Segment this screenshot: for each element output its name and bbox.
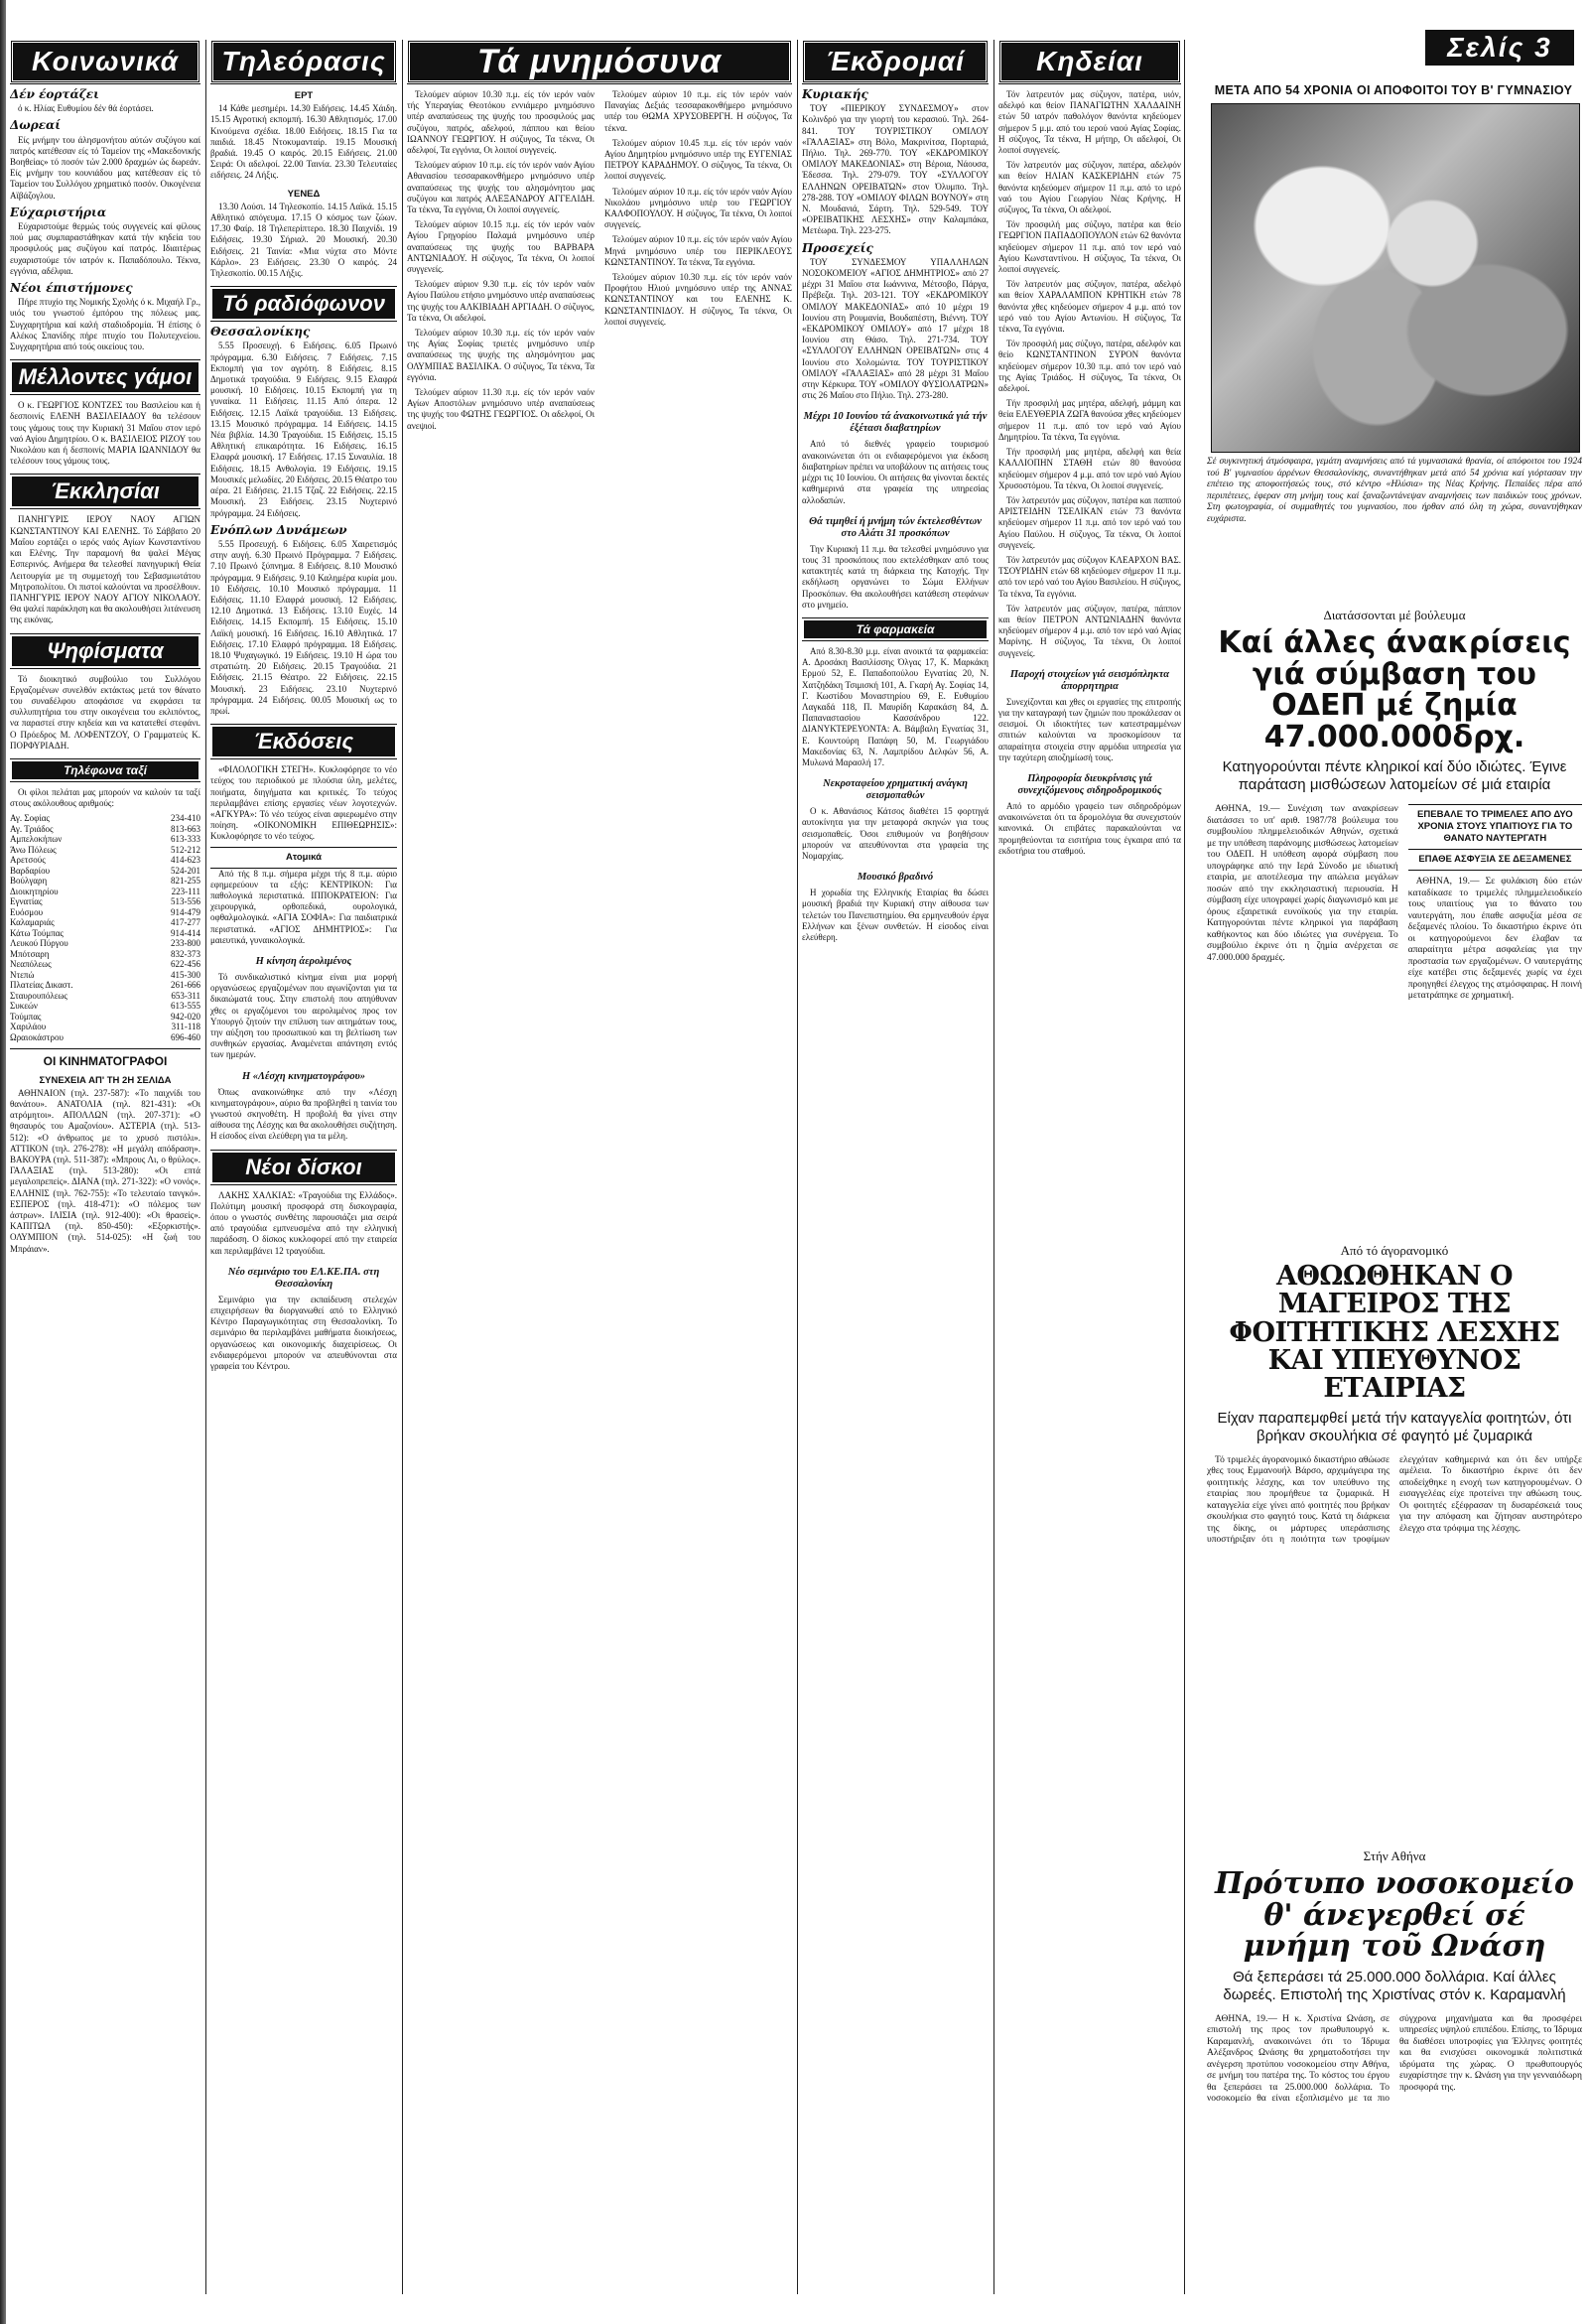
taxi-number: 261-666 bbox=[171, 980, 200, 991]
odep-deck: Κατηγορούνται πέντε κληρικοί καί δύο ιδιώτες. Έγινε παράταση μισθώσεων λατομείων σέ μιά εταιρία bbox=[1222, 758, 1567, 793]
taxi-phone-row bbox=[10, 845, 200, 856]
seaman-headline: ΕΠΕΒΑΛΕ ΤΟ ΤΡΙΜΕΛΕΣ ΑΠΟ ΔΥΟ ΧΡΟΝΙΑ ΣΤΟΥΣ ΥΠΑΙΤΙΟΥΣ ΓΙΑ ΤΟ ΘΑΝΑΤΟ ΝΑΥΤΕΡΓΑΤΗ bbox=[1408, 804, 1582, 850]
taxi-area: Αρετσούς bbox=[10, 855, 46, 866]
hospitals-heading: Ατομικά bbox=[210, 847, 397, 869]
banner-social: Κοινωνικά bbox=[10, 40, 200, 83]
airport-body: Τό συνδικαλιστικό κίνημα είναι μια μορφή οργανώσεως εργαζομένων που αγωνίζονται για τα δικαιώματά τους. Στην επιστολή που απηύθυναν χθες οι εργαζόμενοι του αερολιμένος προς τον Υπουργό ζητούν την επίλυση των αιτημάτων τους, την αύξηση του προσωπικού και τη βελτίωση των συνθηκών εργασίας. Αναμένεται απάντηση εντός των ημερών. bbox=[210, 972, 397, 1060]
weddings-body: Ο κ. ΓΕΩΡΓΙΟΣ ΚΟΝΤΖΕΣ του Βασιλείου και ή δεσποινίς ΕΛΕΝΗ ΒΑΣΙΛΕΙΑΔΟΥ θα τελέσουν τους γάμους τους την Κυριακή 31 Μαΐου στον ιερό ναό Αγίου Δημητρίου. Ο κ. ΒΑΣΙΛΕΙΟΣ ΡΙΖΟΥ του Νικολάου και ή δεσποινίς ΜΑΡΙΑ ΙΩΑΝΝΙΔΟΥ θα τελέσουν τους γάμους τους. bbox=[10, 400, 200, 467]
taxi-phone-row bbox=[10, 928, 200, 939]
taxi-phone-row bbox=[10, 949, 200, 960]
taxi-area: Χαριλάου bbox=[10, 1022, 47, 1032]
taxi-number: 524-201 bbox=[171, 865, 200, 876]
taxi-number: 234-410 bbox=[171, 813, 200, 824]
memorial-notice: Τελούμεν αύριον 10.15 π.μ. είς τόν ιερόν ναόν Αγίου Γρηγορίου Παλαμά μνημόσυνο υπέρ αναπαύσεως της ψυχής του ΒΑΡΒΑΡΑ ΑΝΤΩΝΙΑΔΟΥ. Η σύζυγος, Τα τέκνα, Οι λοιποί συγγενείς. bbox=[407, 219, 595, 275]
memorial-notice: Τελούμεν αύριον 10.30 π.μ. είς τόν ιερόν ναόν της Αγίας Σοφίας τριετές μνημόσυνο υπέρ αναπαύσεως της ψυχής της αλησμόνητου μας ΟΛΥΜΠΙΑΣ ΒΑΣΙΛΙΚΑ. Ο σύζυγος, Τα τέκνα, Τα εγγόνια. bbox=[407, 328, 595, 382]
funeral-notice: Τόν λατρευτόν μας σύζυγον, πατέρα, υιόν, αδελφό και θείον ΠΑΝΑΓΙΩΤΗΝ ΧΑΛΔΑΙΝΗ ετών 50 ιατρόν παθολόγον θανόντα κηδεύομεν σήμερον 5 μ.μ. από του ιερού ναού Αγίας Σοφίας. Η σύζυγος, Τα τέκνα, Η μήτηρ, Οι αδελφοί, Οι λοιποί συγγενείς. bbox=[998, 89, 1181, 156]
taxi-number: 415-300 bbox=[171, 969, 200, 980]
publications-body: «ΦΙΛΟΛΟΓΙΚΗ ΣΤΕΓΗ». Κυκλοφόρησε το νέο τεύχος του περιοδικού με πλούσια ύλη, μελέτες, ποιήματα, διηγήματα και κριτικές. Το τεύχος περιλαμβάνει επίσης εργασίες νέων λογοτεχνών. «ΑΓΚΥΡΑ»: Τό νέο τεύχος είναι αφιερωμένο στην ποίηση. «ΟΙΚΟΝΟΜΙΚΗ ΕΠΙΘΕΩΡΗΣΙΣ»: Κυκλοφόρησε το νέο τεύχος. bbox=[210, 764, 397, 842]
odep-article bbox=[1207, 608, 1582, 1006]
seaman-body-wrap bbox=[1408, 877, 1582, 1003]
passports-heading: Μέχρι 10 Ιουνίου τά άνακοινωτικά γιά τήν έξέτασι διαβατηρίων bbox=[803, 411, 988, 435]
cinemas-sub: ΣΥΝΕΧΕΙΑ ΑΠ' ΤΗ 2Η ΣΕΛΙΔΑ bbox=[39, 1074, 172, 1086]
banner-churches: Έκκλησίαι bbox=[10, 475, 200, 508]
memorial-notice: Τελούμεν αύριον 10 π.μ. είς τόν ιερόν ναόν Αγίου Αθανασίου τεσσαρακονθήμερο μνημόσυνο υπέρ αναπαύσεως της ψυχής του αλησμόνητου μας συζύγου και πατρός ΑΛΕΞΑΝΔΡΟΥ ΑΓΓΕΛΙΔΗ. Τα τέκνα, Τα εγγόνια, Οι λοιποί συγγενείς. bbox=[407, 160, 595, 215]
taxi-area: Συκεών bbox=[10, 1001, 39, 1012]
taxi-number: 311-118 bbox=[171, 1022, 200, 1032]
earthquake-data-body: Συνεχίζονται και χθες οι εργασίες της επιτροπής για την καταγραφή των ζημιών που προκάλεσαν οι σεισμοί. Οι ιδιοκτήτες των κατεστραμμένων σπιτιών καλούνται να προσκομίσουν τα απαραίτητα στοιχεία στην αρμόδια υπηρεσία για την ταχύτερη αποζημίωσή τους. bbox=[998, 696, 1181, 762]
odep-headline: Καί άλλες άνακρίσεις γιά σύμβαση του ΟΔΕΠ μέ ζημία 47.000.000δρχ. bbox=[1218, 625, 1571, 754]
onassis-article bbox=[1207, 1848, 1582, 2106]
taxi-phone-row bbox=[10, 980, 200, 991]
banner-radio: Τό ραδιόφωνον bbox=[210, 287, 397, 321]
radio-heading: Θεσσαλονίκης bbox=[210, 325, 311, 340]
funerals-list bbox=[998, 89, 1181, 659]
taxi-phone-row bbox=[10, 866, 200, 877]
taxi-number: 813-663 bbox=[171, 823, 200, 834]
page-number-tag: Σελίς 3 bbox=[1425, 30, 1574, 66]
seaman-body: ΑΘΗΝΑ, 19.— Σε φυλάκιση δύο ετών καταδίκασε το τριμελές πλημμελειοδικείο τους υπαιτίους για το θάνατο του ναυτεργάτη, που έπαθε ασφυξία μέσα σε δεξαμενές πλοίου. Το δικαστήριο έκρινε ότι οι κατηγορούμενοι δεν έλαβαν τα απαραίτητα μέτρα ασφαλείας για την προστασία των εργαζομένων. Ο ναυτεργάτης είχε κατέβει στις δεξαμενές χωρίς να έχει προηγηθεί έλεγχος της ατμόσφαιρας. Η ποινή μετατράπηκε σε χρηματική. bbox=[1407, 877, 1582, 1001]
seaman-subhead: ΕΠΑΘΕ ΑΣΦΥΞΙΑ ΣΕ ΔΕΞΑΜΕΝΕΣ bbox=[1408, 850, 1582, 871]
airport-heading: Η κίνηση άερολιμένος bbox=[255, 956, 352, 967]
column-excursions bbox=[802, 40, 989, 2294]
funeral-notice: Τόν λατρευτόν μας σύζυγον, πατέρα και παππού ΑΡΙΣΤΕΙΔΗΝ ΤΣΕΛΙΚΑΝ ετών 73 θανόντα κηδεύομεν σήμερον 11 π.μ. από τον ιερό ναό του Αγίου Παύλου. Η σύζυγος, Τα τέκνα, Οι λοιποί συγγενείς. bbox=[998, 494, 1181, 550]
onassis-body-wrap bbox=[1207, 2014, 1582, 2106]
memorials-left bbox=[407, 89, 595, 436]
taxi-area: Άνω Πόλεως bbox=[10, 844, 57, 855]
taxi-phone-row bbox=[10, 991, 200, 1002]
taxi-phone-row bbox=[10, 1001, 200, 1012]
banner-taxi-phones: Τηλέφωνα ταξί bbox=[10, 759, 200, 781]
banner-new-records: Νέοι δίσκοι bbox=[210, 1151, 397, 1184]
taxi-phone-list bbox=[10, 813, 200, 1042]
taxi-area: Νεαπόλεως bbox=[10, 959, 52, 970]
taxi-number: 914-414 bbox=[171, 927, 200, 938]
taxi-phone-row bbox=[10, 959, 200, 970]
onassis-headline: Πρότυπο νοσοκομείο θ' άνεγερθεί σέ μνήμη τοῦ Ωνάση bbox=[1215, 1866, 1574, 1964]
banner-funerals: Κηδείαι bbox=[998, 40, 1181, 83]
banner-pharmacies: Τά φαρμακεία bbox=[802, 618, 989, 640]
cinemas-body: ΑΘΗΝΑΙΟΝ (τηλ. 237-587): «Το παιχνίδι του θανάτου». ΑΝΑΤΟΛΙΑ (τηλ. 821-431): «Οι ατρόμητοι». ΑΠΟΛΛΩΝ (τηλ. 207-371): «Ο θησαυρός του Αμαζονίου». ΑΣΤΕΡΙΑ (τηλ. 513-512): «Ο άνθρωπος με το χρυσό πιστόλι». ΑΤΤΙΚΟΝ (τηλ. 276-278): «Η μεγάλη απόδραση». ΒΑΚΟΥΡΑ (τηλ. 511-387): «Μπρους Λι, ο θρύλος». ΓΑΛΑΞΙΑΣ (τηλ. 513-280): «Οι επτά μεγαλοπρεπείς». ΔΙΑΝΑ (τηλ. 271-322): «Ο νονός». ΕΛΛΗΝΙΣ (τηλ. 762-755): «Το τελευταίο τανγκό». ΕΣΠΕΡΟΣ (τηλ. 418-471): «Ο πόλεμος των άστρων». ΙΛΙΣΙΑ (τηλ. 912-400): «Οι θρασείς». ΚΑΠΙΤΩΛ (τηλ. 850-450): «Εξορκιστής». ΟΛΥΜΠΙΟΝ (τηλ. 514-025): «Η ζωή του Μπράιαν». bbox=[10, 1087, 200, 1254]
funeral-notice: Τόν λατρευτόν μας σύζυγον, πατέρα, αδελφό και θείον ΧΑΡΑΛΑΜΠΟΝ ΚΡΗΤΙΚΗ ετών 78 θανόντα χθες κηδεύομεν σήμερον 4 μ.μ. από τον ιερό ναό του Αγίου Αντωνίου. Η σύζυγος, Τα τέκνα, Τα εγγόνια. bbox=[998, 279, 1181, 335]
right-news-section bbox=[1187, 0, 1588, 2324]
radio-heading: Ενόπλων Δυνάμεων bbox=[210, 522, 347, 537]
taxi-area: Διοικητηρίου bbox=[10, 886, 59, 896]
tv-yened-schedule: 13.30 Λούσι. 14 Τηλεσκοπίο. 14.15 Λαϊκά. 15.15 Αθλητικό απόγευμα. 17.15 Ο κόσμος των ζώων. 17.30 Φαίρ. 18 Τηλεπερίπτερο. 18.30 Παιχνίδι. 19 Ειδήσεις. 19.30 Σήριαλ. 20 Μουσική. 20.30 Ειδήσεις. 21 Ταινία: «Μια νύχτα στο Μόντε Κάρλο». 23 Ειδήσεις. 23.30 Ο καιρός. 24 Τηλεσκοπίο. 00.15 Λήξις. bbox=[210, 201, 397, 279]
tv-ert-heading: ΕΡΤ bbox=[294, 90, 314, 101]
taxi-area: Λευκού Πύργου bbox=[10, 938, 68, 949]
column-social bbox=[10, 40, 200, 2294]
taxi-area: Βούλγαρη bbox=[10, 876, 48, 887]
taxi-phone-row bbox=[10, 938, 200, 949]
funeral-notice: Τόν λατρευτόν μας σύζυγον, πατέρα, πάππον και θείον ΠΕΤΡΟΝ ΑΝΤΩΝΙΑΔΗΝ θανόντα κηδεύομεν σήμερον 4 μ.μ. από τον ιερό ναό Αγίας Μαρίνης. Η σύζυγος, Τα τέκνα, Οι λοιποί συγγενείς. bbox=[998, 603, 1181, 658]
taxi-area: Ευόσμου bbox=[10, 906, 44, 917]
tv-ert-schedule: 14 Κάθε μεσημέρι. 14.30 Ειδήσεις. 14.45 Χάιδη. 15.15 Αγροτική εκπομπή. 16.30 Αθλητισμός. 17.00 Κινούμενα σχέδια. 18.00 Ειδήσεις. 18.15 Για τα παιδιά. 18.45 Ντοκυμανταίρ. 19.15 Μουσική βραδιά. 19.45 Ο καιρός. 20.15 Ειδήσεις. 21.00 Σειρά: Οι αδελφοί. 22.00 Ταινία. 23.30 Τελευταίες ειδήσεις. 24 Λήξις. bbox=[210, 103, 397, 181]
taxi-number: 512-212 bbox=[171, 844, 200, 855]
memorial-notice: Τελούμεν αύριον 10 π.μ. είς τόν ιερόν ναόν Αγίου Νικολάου μνημόσυνο υπέρ του ΓΕΩΡΓΙΟΥ ΚΑΛΦΟΠΟΥΛΟΥ. Η σύζυγος, Τα τέκνα, Οι λοιποί συγγενείς. bbox=[604, 186, 792, 230]
taxi-number: 417-277 bbox=[171, 917, 200, 928]
radio-schedule: 5.55 Προσευχή. 6 Ειδήσεις. 6.05 Πρωινό πρόγραμμα. 6.30 Ειδήσεις. 7 Ειδήσεις. 7.15 Εκπομπή για τον αγρότη. 8 Ειδήσεις. 8.15 Δημοτικά τραγούδια. 9 Ειδήσεις. 9.15 Ελαφρά μουσική. 10 Ειδήσεις. 10.15 Εκπομπή για τη γυναίκα. 11 Ειδήσεις. 11.15 Από όπερα. 12 Ειδήσεις. 12.15 Λαϊκά τραγούδια. 13 Ειδήσεις. 13.15 Μουσικό πρόγραμμα. 14 Ειδήσεις. 14.15 Νέα βιβλία. 14.30 Τραγούδια. 15 Ειδήσεις. 15.15 Αθλητική επικαιρότητα. 16 Ειδήσεις. 16.15 Ελαφρά μουσική. 17 Ειδήσεις. 17.15 Συναυλία. 18 Ειδήσεις. 18.15 Ανθολογία. 19 Ειδήσεις. 19.15 Μουσικές μελωδίες. 20 Ειδήσεις. 20.15 Θέατρο του αέρα. 21 Ειδήσεις. 21.15 Τζαζ. 22 Ειδήσεις. 22.15 Μουσική. 23 Ειδήσεις. 23.15 Νυχτερινό πρόγραμμα. 24 Ειδήσεις. bbox=[210, 341, 397, 518]
memorial-notice: Τελούμεν αύριον 10 π.μ. είς τόν ιερόν ναόν Αγίου Μηνά μνημόσυνο υπέρ του ΠΕΡΙΚΛΕΟΥΣ ΚΩΝΣΤΑΝΤΙΝΟΥ. Τα τέκνα, Τα εγγόνια. bbox=[604, 234, 792, 267]
taxi-number: 942-020 bbox=[171, 1011, 200, 1022]
seminar-heading: Νέο σεμινάριο του ΕΛ.ΚΕ.ΠΑ. στη Θεσσαλονίκη bbox=[227, 1266, 380, 1290]
banner-television: Τηλεόρασις bbox=[210, 40, 397, 83]
alumni-headline: ΜΕΤΑ ΑΠΟ 54 ΧΡΟΝΙΑ ΟΙ ΑΠΟΦΟΙΤΟΙ ΤΟΥ Β' ΓΥΜΝΑΣΙΟΥ bbox=[1214, 83, 1573, 97]
excursions-sub: Κυριακής bbox=[802, 87, 868, 101]
funeral-notice: Τόν προσφιλή μας σύζυγο, πατέρα, αδελφόν και θείο ΚΩΝΣΤΑΝΤΙΝΟΝ ΣΥΡΟΝ θανόντα κηδεύομεν σήμερον 10.30 π.μ. από τον ιερό ναό της Αγίας Τριάδος. Η σύζυγος, Τα τέκνα, Οι αδελφοί. bbox=[998, 339, 1181, 394]
section-body: ό κ. Ηλίας Ευθυμίου δέν θά έορτάσει. bbox=[18, 103, 154, 114]
section-title: Δέν έορτάζει bbox=[10, 87, 99, 101]
memorial-notice: Τελούμεν αύριον 10.30 π.μ. είς τόν ιερόν ναόν τής Υπεραγίας Θεοτόκου εννιάμερο μνημόσυνο υπέρ αναπαύσεως της ψυχής του προσφιλούς μας συζύγου, πατρός, αδελφού, πάππου και θείου ΙΩΑΝΝΟΥ ΓΕΩΡΓΙΟΥ. Η σύζυγος, Τα τέκνα, Οι αδελφοί, Τα εγγόνια, Οι λοιποί συγγενείς. bbox=[407, 89, 595, 156]
taxi-number: 914-479 bbox=[171, 906, 200, 917]
taxi-phone-row bbox=[10, 970, 200, 981]
taxi-area: Σταυρουπόλεως bbox=[10, 990, 67, 1001]
taxi-phone-row bbox=[10, 1032, 200, 1043]
alumni-caption: Σέ συγκινητική άτμόσφαιρα, γεμάτη αναμνήσεις από τά γυμνασιακά θρανία, οί απόφοιτοι του 1924 τού Β' γυμνασίου άρρένων Θεσσαλονίκης, συναντήθηκαν μετά από 54 χρόνια καί γιόρτασαν την επέτειο της αποφοιτήσεώς τους, στό κέντρο «Ηλύσια» της Νέας Κρήνης. Πεπαίδες πέρα από περιπέτειες, έφεραν στη μνήμη τους καί ξαναζωντάνεψαν αναμνήσεις των παιδικών τους χρόνων. Στη φωτογραφία, οί συμμαθητές του γυμνασίου, που ήρθαν από όλη τη χώρα, συναντήθηκαν ευχάριστα. bbox=[1207, 457, 1582, 524]
column-tv-radio bbox=[210, 40, 397, 2294]
memorial-notice: Τελούμεν αύριον 10 π.μ. είς τόν ιερόν ναόν Παναγίας Δεξιάς τεσσαρακονθήμερο μνημόσυνο υπέρ του ΘΩΜΑ ΧΡΥΣΟΒΕΡΓΗ. Η σύζυγος, Τα τέκνα. bbox=[604, 89, 792, 133]
taxi-area: Εγνατίας bbox=[10, 896, 43, 907]
earthquake-body: Ο κ. Αθανάσιος Κάτσος διαθέτει 15 φορτηγά αυτοκίνητα για την μεταφορά σκηνών για τους σεισμοπαθείς. Όσοι επιθυμούν να βοηθήσουν μπορούν να απευθύνονται στα γραφεία της Νομαρχίας. bbox=[802, 806, 989, 861]
taxi-phone-row bbox=[10, 917, 200, 928]
banner-memorials: Τά μνημόσυνα bbox=[407, 40, 792, 83]
funeral-notice: Τόν προσφιλή μας σύζυγο, πατέρα και θείο ΓΕΩΡΓΙΟΝ ΠΑΠΑΔΟΠΟΥΛΟΝ ετών 62 θανόντα κηδεύομεν σήμερον 11 π.μ. από τον ιερό ναό Αγίου Κωνσταντίνου. Η σύζυγος, Τα τέκνα, Οι λοιποί συγγενείς. bbox=[998, 219, 1181, 275]
column-rule bbox=[797, 40, 798, 2294]
taxi-number: 613-333 bbox=[171, 834, 200, 845]
chef-body-wrap bbox=[1207, 1455, 1582, 1547]
banner-weddings: Μέλλοντες γάμοι bbox=[10, 360, 200, 394]
taxi-phone-row bbox=[10, 834, 200, 845]
column-rule bbox=[993, 40, 994, 2294]
taxi-number: 613-555 bbox=[171, 1001, 200, 1012]
funeral-notice: Τήν προσφιλή μας μητέρα, αδελφή, μάμμη και θεία ΕΛΕΥΘΕΡΙΑ ΖΩΓΑ θανούσα χθες κηδεύομεν σήμερον 11 π.μ. από τον ιερό ναό Αγίου Δημητρίου. Τα τέκνα, Τα εγγόνια. bbox=[998, 398, 1181, 442]
taxi-number: 513-556 bbox=[171, 896, 200, 907]
taxi-area: Αγ. Τριάδος bbox=[10, 823, 54, 834]
chef-article bbox=[1207, 1243, 1582, 1547]
passports-body: Από τό διεθνές γραφείο τουρισμού ανακοινώνεται ότι οι ενδιαφερόμενοι για έκδοση διαβατηρίων πρέπει να υποβάλουν τις αιτήσεις τους μέχρι τις 10 Ιουνίου. Οι αιτήσεις θα γίνονται δεκτές καθημερινά στα γραφεία της υπηρεσίας αλλοδαπών. bbox=[802, 439, 989, 505]
section-body: Πήρε πτυχίο της Νομικής Σχολής ό κ. Μιχαήλ Γρ., υιός του γνωστού έμπόρου της πόλεως μας. Συγχαρητήρια καί καλή σταδιοδρομία. Ή έπίσης ό Αλέκος Σπανίδης πήρε πτυχίο του Πολυτεχνείου. Συγχαρητήρια από τούς οικείους του. bbox=[10, 297, 200, 352]
cinemas-heading: ΟΙ ΚΙΝΗΜΑΤΟΓΡΑΦΟΙ bbox=[43, 1054, 168, 1069]
taxi-number: 832-373 bbox=[171, 948, 200, 959]
taxi-intro: Οι φίλοι πελάται μας μπορούν να καλούν τα ταξί στους ακόλουθους αριθμούς: bbox=[10, 786, 200, 809]
section-title: Εύχαριστήρια bbox=[10, 205, 107, 219]
taxi-phone-row bbox=[10, 907, 200, 918]
excursions-sub: Προσεχείς bbox=[802, 240, 873, 255]
odep-body-wrap bbox=[1207, 804, 1398, 1006]
churches-body: ΠΑΝΗΓΥΡΙΣ ΙΕΡΟΥ ΝΑΟΥ ΑΓΙΩΝ ΚΩΝΣΤΑΝΤΙΝΟΥ ΚΑΙ ΕΛΕΝΗΣ. Τό Σάββατο 20 Μαΐου εορτάζει ο ιερός ναός Αγίων Κωνσταντίνου και Ελένης. Την παραμονή θα ψαλεί Μέγας Εσπερινός. Ανήμερα θα τελεσθεί πανηγυρική Θεία Λειτουργία με τη συμμετοχή του Σεβασμιωτάτου Μητροπολίτου. Οι πιστοί καλούνται να προσέλθουν. ΠΑΝΗΓΥΡΙΣ ΙΕΡΟΥ ΝΑΟΥ ΑΓΙΟΥ ΝΙΚΟΛΑΟΥ. Θα ψαλεί παράκληση και θα ακολουθήσει λιτάνευση της εικόνας. bbox=[10, 514, 200, 625]
memorial-notice: Τελούμεν αύριον 10.30 π.μ. είς τόν ιερόν ναόν Προφήτου Ηλιού μνημόσυνο υπέρ της ΑΝΝΑΣ ΚΩΝΣΤΑΝΤΙΝΟΥ και του ΕΛΕΝΗΣ Κ. ΚΩΝΣΤΑΝΤΙΝΙΔΟΥ. Η σύζυγος, Τα τέκνα, Οι λοιποί συγγενείς. bbox=[604, 272, 792, 327]
taxi-area: Βαρδαρίου bbox=[10, 865, 51, 876]
chef-deck: Είχαν παραπεμφθεί μετά τήν καταγγελία φοιτητών, ότι βρήκαν σκουλήκια σέ φαγητό μέ ζυμαρικά bbox=[1217, 1409, 1572, 1444]
odep-body: ΑΘΗΝΑ, 19.— Συνέχιση των ανακρίσεων διατάσσει το υπ' αριθ. 1987/78 βούλευμα του συμβουλίου πλημμελειοδικών Αθηνών, σχετικά με την υπόθεση παράνομης μισθώσεως λατομείων του ΟΔΕΠ. Η υπόθεση αφορά σύμβαση που υπογράφηκε από την Ιερά Σύνοδο με ιδιωτική εταιρία, με αποτέλεσμα την απώλεια μεγάλων ποσών από την εκκλησιαστική περιουσία. Η σύμβαση είχε υπογραφεί χωρίς διαγωνισμό και με όρους εξαιρετικά ευνοϊκούς για την εταιρία. Κατηγορούνται πέντε κληρικοί για παράβαση καθήκοντος και δύο ιδιώτες για συνέργεια. Το συμβούλιο έκρινε ότι η ζημία ανέρχεται σε 47.000.000 δραχμές. bbox=[1207, 804, 1398, 963]
banner-resolutions: Ψηφίσματα bbox=[10, 634, 200, 668]
seminar-body: Σεμινάριο για την εκπαίδευση στελεχών επιχειρήσεων θα διοργανωθεί από το Ελληνικό Κέντρο Παραγωγικότητας στη Θεσσαλονίκη. Το σεμινάριο θα περιλαμβάνει μαθήματα διοικήσεως, οργανώσεως και οικονομικής διαχειρίσεως. Οι ενδιαφερόμενοι μπορούν να απευθύνονται στα γραφεία του Κέντρου. bbox=[210, 1294, 397, 1372]
chef-kicker: Από τό άγορανομικό bbox=[1340, 1243, 1449, 1258]
funeral-notice: Τόν λατρευτόν μας σύζυγον ΚΛΕΑΡΧΟΝ ΒΑΣ. ΤΣΟΥΡΙΔΗΝ ετών 68 κηδεύομεν σήμερον 11 π.μ. από τον ιερό ναό του Αγίου Βασιλείου. Η σύζυγος, Τα τέκνα, Τα εγγόνια. bbox=[998, 554, 1181, 599]
taxi-area: Τούμπας bbox=[10, 1011, 42, 1022]
taxi-number: 821-255 bbox=[171, 876, 200, 887]
records-body: ΛΑΚΗΣ ΧΑΛΚΙΑΣ: «Τραγούδια της Ελλάδος». Πολύτιμη μουσική προσφορά στη δισκογραφία, όπου ο γνωστός συνθέτης παρουσιάζει μια σειρά από τραγούδια εμπνευσμένα από την ελληνική παράδοση. Ο δίσκος κυκλοφορεί από την εταιρεία και περιλαμβάνει 12 τραγούδια. bbox=[210, 1189, 397, 1256]
scouts-body: Την Κυριακή 11 π.μ. θα τελεσθεί μνημόσυνο για τους 31 προσκόπους που εκτελέσθηκαν από τους κατακτητές κατά τη διάρκεια της Κατοχής. Την εκδήλωση οργανώνει το Σώμα Ελλήνων Προσκόπων. Θα ακολουθήσει κατάθεση στεφάνων στο μνημείο. bbox=[802, 543, 989, 610]
earthquake-heading: Νεκροταφείου χρηματική ανάγκη σεισμοπαθών bbox=[823, 778, 968, 802]
radio-schedule: 5.55 Προσευχή. 6 Ειδήσεις. 6.05 Χαιρετισμός στην αυγή. 6.30 Πρωινό Πρόγραμμα. 7 Ειδήσεις. 7.10 Πρωινό ξύπνημα. 8 Ειδήσεις. 8.10 Μουσικό πρόγραμμα. 9 Ειδήσεις. 9.10 Καλημέρα κυρία μου. 10 Ειδήσεις. 10.10 Μουσικό πρόγραμμα. 11 Ειδήσεις. 11.10 Ελαφρά μουσική. 12 Ειδήσεις. 12.10 Δημοτικά. 13 Ειδήσεις. 13.10 Ευχές. 14 Ειδήσεις. 14.15 Εκπομπή. 15 Ειδήσεις. 15.10 Λαϊκή μουσική. 16 Ειδήσεις. 16.10 Αθλητικά. 17 Ειδήσεις. 17.10 Ελαφρό πρόγραμμα. 18 Ειδήσεις. 18.10 Ψυχαγωγικό. 19 Ειδήσεις. 19.10 Η ώρα του στρατιώτη. 20 Ειδήσεις. 20.15 Τραγούδια. 21 Ειδήσεις. 21.15 Θέατρο. 22 Ειδήσεις. 22.15 Μουσική. 23 Ειδήσεις. 23.10 Νυχτερινό πρόγραμμα. 24 Ειδήσεις. 00.05 Μουσική ως το πρωί. bbox=[210, 538, 397, 716]
taxi-area: Αγ. Σοφίας bbox=[10, 813, 50, 824]
taxi-area: Ντεπώ bbox=[10, 969, 35, 980]
pharmacies-body: Από 8.30-8.30 μ.μ. είναι ανοικτά τα φαρμακεία: Α. Δροσάκη Βασιλίσσης Όλγας 17, Κ. Μαρκάκη Ερμού 52, Ε. Παπαδοπούλου Εγνατίας 20, Ν. Χατζηδάκη Τσιμισκή 101, Α. Γκαρή Αγ. Σοφίας 14, Γ. Κωστίδου Μοναστηρίου 69, Ε. Ευθυμίου Λαγκαδά 118, Π. Μαυρίδη Καρακάση 84, Δ. Παπαναστασίου Κασσάνδρου 122. ΔΙΑΝΥΚΤΕΡΕΥΟΝΤΑ: Α. Βάμβαλη Εγνατίας 31, Ε. Κουντούρη Παπάφη 50, Μ. Γεωργιάδου Μακεδονίας 63, Ν. Λαμπρίδου Δελφών 56, Α. Μυλωνά Μαρασλή 17. bbox=[802, 645, 989, 767]
memorial-notice: Τελούμεν αύριον 9.30 π.μ. είς τόν ιερόν ναόν Αγίου Παύλου ετήσιο μνημόσυνο υπέρ αναπαύσεως της ψυχής του ΑΛΚΙΒΙΑΔΗ ΑΡΓΙΑΔΗ. Ο σύζυγος, Τα τέκνα, Οι αδελφοί. bbox=[407, 279, 595, 323]
memorial-notice: Τελούμεν αύριον 10.45 π.μ. είς τόν ιερόν ναόν Αγίου Δημητρίου μνημόσυνο υπέρ της ΕΥΓΕΝΙΑΣ ΠΕΤΡΟΥ ΚΑΡΑΔΗΜΟΥ. Ο σύζυγος, Τα τέκνα, Οι λοιποί συγγενείς. bbox=[604, 137, 792, 182]
taxi-number: 696-460 bbox=[171, 1031, 200, 1042]
section-title: Νέοι έπιστήμονες bbox=[10, 281, 133, 296]
onassis-body: ΑΘΗΝΑ, 19.— Η κ. Χριστίνα Ωνάση, σε επιστολή της προς τον πρωθυπουργό κ. Καραμανλή, ανακοινώνει ότι το Ίδρυμα Αλέξανδρος Ωνάσης θα χρηματοδοτήσει την ανέγερση προτύπου νοσοκομείου στην Αθήνα, σε μνήμη του πατέρα της. Το κόστος του έργου θα ξεπεράσει τα 25.000.000 δολλάρια. Το νοσοκομείο θα είναι εξοπλισμένο με τα πιο σύγχρονα μηχανήματα και θα προσφέρει υπηρεσίες υψηλού επιπέδου. Επίσης, το Ίδρυμα θα διαθέσει υποτροφίες για Έλληνες φοιτητές και θα ενισχύσει οικονομικά πολιτιστικά ιδρύματα της χώρας. Ο πρωθυπουργός ευχαρίστησε την κ. Ωνάση για την γενναιόδωρη προσφορά της. bbox=[1207, 2013, 1582, 2104]
taxi-phone-row bbox=[10, 855, 200, 866]
odep-kicker: Διατάσσονται μέ βούλευμα bbox=[1323, 608, 1466, 622]
railway-body: Από το αρμόδιο γραφείο των σιδηροδρόμων ανακοινώνεται ότι τα δρομολόγια θα συνεχιστούν κανονικά. Οι επιβάτες παρακαλούνται να προμηθεύονται τα εισιτήρια τους έγκαιρα από τα εκδοτήρια του σταθμού. bbox=[998, 800, 1181, 856]
binding-edge bbox=[0, 0, 6, 2324]
column-rule bbox=[402, 40, 403, 2294]
column-funerals bbox=[998, 40, 1181, 2294]
funeral-notice: Τόν λατρευτόν μας σύζυγον, πατέρα, αδελφόν και θείον ΗΛΙΑΝ ΚΑΣΚΕΡΙΔΗΝ ετών 75 θανόντα κηδεύομεν σήμερον 11 π.μ. από το ιερό ναό του Αγίου Γεωργίου Νέας Κρήνης. Η σύζυγος, Τα τέκνα, Οι αδελφοί. bbox=[998, 160, 1181, 215]
scouts-heading: Θά τιμηθεί ή μνήμη τών έκτελεσθέντων στο Αλάτι 31 προσκόπων bbox=[809, 515, 982, 539]
taxi-number: 223-111 bbox=[171, 886, 200, 896]
taxi-area: Πλατείας Δικαστ. bbox=[10, 980, 73, 991]
taxi-phone-row bbox=[10, 1022, 200, 1032]
cinema-club-body: Όπως ανακοινώθηκε από την «Λέσχη κινηματογράφου», αύριο θα προβληθεί η ταινία του γνωστού σκηνοθέτη. Η προβολή θα γίνει στην αίθουσα της Λέσχης και θα ακολουθήσει συζήτηση. Η είσοδος είναι ελεύθερη για τα μέλη. bbox=[210, 1086, 397, 1142]
cinema-club-heading: Η «Λέσχη κινηματογράφου» bbox=[242, 1070, 365, 1082]
onassis-kicker: Στήν Αθήνα bbox=[1363, 1848, 1426, 1863]
chef-headline: ΑΘΩΩΘΗΚΑΝ Ο ΜΑΓΕΙΡΟΣ ΤΗΣ ΦΟΙΤΗΤΙΚΗΣ ΛΕΣΧΗΣ ΚΑΙ ΥΠΕΥΘΥΝΟΣ ΕΤΑΙΡΙΑΣ bbox=[1229, 1261, 1560, 1405]
taxi-area: Μπότσαρη bbox=[10, 948, 50, 959]
taxi-number: 622-456 bbox=[171, 959, 200, 970]
excursions-body: ΤΟΥ ΣΥΝΔΕΣΜΟΥ ΥΠΑΛΛΗΛΩΝ ΝΟΣΟΚΟΜΕΙΟΥ «ΑΓΙΟΣ ΔΗΜΗΤΡΙΟΣ» από 27 μέχρι 31 Μαΐου στα Ιωάννινα, Μέτσοβο, Πάργα, Πρέβεζα. Τηλ. 203-121. ΤΟΥ «ΕΚΔΡΟΜΙΚΟΥ ΟΜΙΛΟΥ ΜΑΚΕΔΟΝΙΑΣ» από 10 μέχρι 19 Ιουνίου στη Ρουμανία, Βουδαπέστη, Βιέννη. ΤΟΥ «ΕΚΔΡΟΜΙΚΟΥ ΟΜΙΛΟΥ» από 17 μέχρι 18 Ιουνίου στη Θάσο. Τηλ. 271-734. ΤΟΥ «ΣΥΛΛΟΓΟΥ ΕΛΛΗΝΩΝ ΟΡΕΙΒΑΤΩΝ» στις 4 Ιουνίου στο Χολομώντα. ΤΟΥ ΤΟΥΡΙΣΤΙΚΟΥ ΟΜΙΛΟΥ «ΓΑΛΑΞΙΑΣ» από 28 μέχρι 31 Μαΐου στην Κέρκυρα. ΤΟΥ «ΟΜΙΛΟΥ ΦΥΣΙΟΛΑΤΡΩΝ» στις 26 Μαΐου στο Πήλιο. Τηλ. 273-280. bbox=[802, 256, 989, 401]
earthquake-data-heading: Παροχή στοιχείων γιά σεισμόπληκτα άπορρητηρια bbox=[1009, 668, 1170, 692]
memorial-notice: Τελούμεν αύριον 11.30 π.μ. είς τόν ιερόν ναόν Αγίων Αποστόλων μνημόσυνο υπέρ αναπαύσεως της ψυχής του ΦΩΤΗΣ ΓΕΩΡΓΙΟΣ. Οι αδελφοί, Οι ανεψιοί. bbox=[407, 387, 595, 431]
railway-heading: Πληροφορία διευκρίνισις γιά συνεχιζόμενους σιδηροδρομικούς bbox=[1017, 772, 1162, 796]
hospitals-body: Από τής 8 π.μ. σήμερα μέχρι τής 8 π.μ. αύριο εφημερεύουν τα εξής: ΚΕΝΤΡΙΚΟΝ: Για παθολογικά περιστατικά. ΙΠΠΟΚΡΑΤΕΙΟΝ: Για χειρουργικά, ορθοπεδικά, ουρολογικά, οφθαλμολογικά. «ΑΓΙΑ ΣΟΦΙΑ»: Για παιδιατρικά περιστατικά. «ΑΓΙΟΣ ΔΗΜΗΤΡΙΟΣ»: Για μαιευτικά, γυναικολογικά. bbox=[210, 868, 397, 945]
taxi-number: 414-623 bbox=[171, 855, 200, 866]
taxi-phone-row bbox=[10, 896, 200, 907]
chef-body: Τό τριμελές άγορανομικό δικαστήριο αθώωσε χθες τους Εμμανουήλ Βάρσο, αρχιμάγειρα της φοιτητικής λέσχης, και τον υπεύθυνο της εταιρίας που προμήθευε τα ζυμαρικά. Η καταγγελία είχε γίνει από φοιτητές που βρήκαν σκουλήκια στο φαγητό τους. Κατά τη διάρκεια της δίκης, οι μάρτυρες υπεράσπισης υποστήριξαν ότι η ποιότητα των τροφίμων ελεγχόταν καθημερινά και ότι δεν υπήρξε αμέλεια. Το δικαστήριο έκρινε ότι δεν αποδείχθηκε η ενοχή των κατηγορουμένων. Ο εισαγγελέας είχε προτείνει την αθώωση τους. Οι φοιτητές εξέφρασαν τη δυσαρέσκειά τους για την απόφαση και ζήτησαν αυστηρότερο έλεγχο στα τρόφιμα της λέσχης. bbox=[1207, 1454, 1582, 1546]
alumni-photo bbox=[1211, 103, 1580, 453]
taxi-area: Αμπελοκήπων bbox=[10, 834, 63, 845]
taxi-phone-row bbox=[10, 824, 200, 835]
taxi-area: Ωραιοκάστρου bbox=[10, 1031, 64, 1042]
section-body: Είς μνήμην του άλησμονήτου αύτών συζύγου καί πατρός κατέθεσαν είς τό Ταμείον της «Μακεδονικής Βοηθείας» τό ποσόν τών 2.000 δραχμών ώς δωρεάν. Είς μνήμην του κουνιάδου μας κατέθεσαν είς τό Ταμείον του Συλλόγου χρηματικό ποσόν. Οικογένεια Αϊβάζογλου. bbox=[10, 134, 200, 201]
memorials-right bbox=[604, 89, 792, 436]
funeral-notice: Τήν προσφιλή μας μητέρα, αδελφή και θεία ΚΑΛΛΙΟΠΗΝ ΣΤΑΘΗ ετών 80 θανούσα κηδεύομεν σήμερον 4 μ.μ. από τον ιερό ναό Αγίου Χρυσοστόμου. Τα τέκνα, Οι λοιποί συγγενείς. bbox=[998, 447, 1181, 490]
section-body: Εύχαριστούμε θερμώς τούς συγγενείς καί φίλους πού μας συμπαραστάθηκαν κατά τήν κηδεία του προσφιλούς μας συζύγου καί πατρός. Ιδιαιτέρως ευχαριστούμε τόν ιατρόν κ. Παπαδόπουλο. Τέκνα, εγγόνια, αδέλφια. bbox=[10, 221, 200, 276]
onassis-deck: Θά ξεπεράσει τά 25.000.000 δολλάρια. Καί άλλες δωρεές. Επιστολή της Χριστίνας στόν κ. Καραμανλή bbox=[1223, 1968, 1566, 2003]
divider bbox=[10, 1048, 200, 1049]
taxi-phone-row bbox=[10, 876, 200, 887]
taxi-area: Κάτω Τούμπας bbox=[10, 927, 64, 938]
taxi-phone-row bbox=[10, 1012, 200, 1023]
banner-publications: Έκδόσεις bbox=[210, 725, 397, 758]
taxi-area: Καλαμαριάς bbox=[10, 917, 55, 928]
column-rule bbox=[205, 40, 206, 2294]
resolutions-body: Τό διοικητικό συμβούλιο του Συλλόγου Εργαζομένων συνελθόν εκτάκτως μετά τον θάνατο του συναδέλφου αποφάσισε να εκφράσει τα συλλυπητήρια του στην οικογένεια του εκλιπόντος, να παραστεί στην κηδεία και να κατατεθεί στεφάνι. Ο Πρόεδρος Μ. ΛΟΦΕΝΤΖΟΥ, Ο Γραμματεύς Κ. ΠΟΡΦΥΡΙΑΔΗ. bbox=[10, 673, 200, 751]
banner-excursions: Έκδρομαί bbox=[802, 40, 989, 83]
taxi-number: 653-311 bbox=[171, 990, 200, 1001]
taxi-phone-row bbox=[10, 813, 200, 824]
music-evening-body: Η χορωδία της Ελληνικής Εταιρίας θα δώσει μουσική βραδιά την Κυριακή στην αίθουσα των τελετών του Πανεπιστημίου. Θα ερμηνευθούν έργα Ελλήνων και ξένων συνθετών. Η είσοδος είναι ελεύθερη. bbox=[802, 888, 989, 942]
column-rule bbox=[1184, 40, 1185, 2294]
excursions-body: ΤΟΥ «ΠΙΕΡΙΚΟΥ ΣΥΝΔΕΣΜΟΥ» στον Κολινδρό για την γιορτή του κερασιού. Τηλ. 264-841. ΤΟΥ ΤΟΥΡΙΣΤΙΚΟΥ ΟΜΙΛΟΥ «ΓΑΛΑΞΙΑΣ» στη Βόλο, Μακρινίτσα, Πορταριά, Πήλιο. Τηλ. 269-770. ΤΟΥ «ΕΚΔΡΟΜΙΚΟΥ ΟΜΙΛΟΥ ΜΑΚΕΔΟΝΙΑΣ» στη Βέροια, Νάουσα, Έδεσσα. Τηλ. 279-079. ΤΟΥ «ΣΥΛΛΟΓΟΥ ΕΛΛΗΝΩΝ ΟΡΕΙΒΑΤΩΝ» στον Όλυμπο. Τηλ. 278-288. ΤΟΥ «ΟΜΙΛΟΥ ΦΙΛΩΝ ΒΟΥΝΟΥ» στη Ν. Μουδανιά, Σάρτη. Τηλ. 529-549. ΤΟΥ «ΟΡΕΙΒΑΤΙΚΗΣ ΛΕΣΧΗΣ» στην Καλαμπάκα, Μετέωρα. Τηλ. 223-275. bbox=[802, 103, 989, 236]
section-title: Δωρεαί bbox=[10, 118, 62, 133]
column-memorials bbox=[407, 40, 792, 2294]
music-evening-heading: Μουσικό βραδινό bbox=[857, 872, 934, 884]
tv-yened-heading: ΥΕΝΕΔ bbox=[287, 188, 321, 200]
taxi-number: 233-800 bbox=[171, 938, 200, 949]
taxi-phone-row bbox=[10, 887, 200, 897]
